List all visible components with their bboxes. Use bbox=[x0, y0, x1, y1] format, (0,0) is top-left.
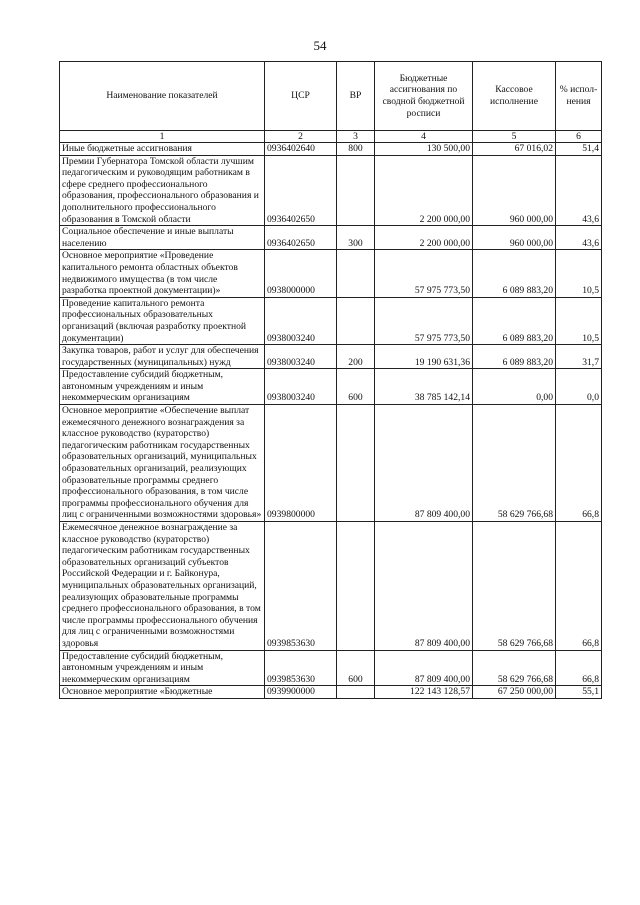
row-budget: 122 143 128,57 bbox=[375, 686, 473, 699]
table-row bbox=[60, 686, 602, 699]
row-pct: 66,8 bbox=[556, 405, 602, 522]
header-cash: Кассовое исполнение bbox=[473, 62, 556, 131]
row-cash: 6 089 883,20 bbox=[473, 250, 556, 297]
row-csr: 0939853630 bbox=[265, 522, 337, 651]
row-vr: 600 bbox=[337, 650, 375, 686]
table-row bbox=[60, 650, 602, 686]
row-vr bbox=[337, 250, 375, 297]
row-cash: 67 016,02 bbox=[473, 143, 556, 156]
row-budget: 2 200 000,00 bbox=[375, 226, 473, 250]
header-name: Наименование показателей bbox=[60, 62, 265, 131]
header-row bbox=[60, 62, 602, 131]
row-cash: 67 250 000,00 bbox=[473, 686, 556, 699]
row-vr: 800 bbox=[337, 143, 375, 156]
budget-execution-table bbox=[59, 61, 602, 699]
row-pct: 66,8 bbox=[556, 522, 602, 651]
row-pct: 31,7 bbox=[556, 345, 602, 369]
column-number: 1 bbox=[60, 131, 265, 143]
row-cash: 58 629 766,68 bbox=[473, 405, 556, 522]
table-row bbox=[60, 226, 602, 250]
row-budget: 87 809 400,00 bbox=[375, 650, 473, 686]
row-vr: 200 bbox=[337, 345, 375, 369]
row-name: Ежемесячное денежное вознаграждение за классное руководство (кураторство) педагогическим работникам государственных образовательных организаций субъектов Российской Федерации и г. Байконура, муниципальных образовательных организаций, реализующих образовательные программы среднего профессионального образования, в том числе программы профессионального обучения для лиц с ограниченными возможностями здоровья bbox=[60, 522, 265, 651]
row-cash: 6 089 883,20 bbox=[473, 297, 556, 344]
row-pct: 0,0 bbox=[556, 369, 602, 405]
row-name: Социальное обеспечение и иные выплаты населению bbox=[60, 226, 265, 250]
row-csr: 0938000000 bbox=[265, 250, 337, 297]
header-csr: ЦСР bbox=[265, 62, 337, 131]
table-row bbox=[60, 155, 602, 226]
row-csr: 0936402640 bbox=[265, 143, 337, 156]
row-name: Проведение капитального ремонта профессиональных образовательных организаций (включая разработку проектной документации) bbox=[60, 297, 265, 344]
row-csr: 0939900000 bbox=[265, 686, 337, 699]
table-row bbox=[60, 405, 602, 522]
row-vr bbox=[337, 297, 375, 344]
row-vr bbox=[337, 686, 375, 699]
row-pct: 55,1 bbox=[556, 686, 602, 699]
column-number: 6 bbox=[556, 131, 602, 143]
row-csr: 0938003240 bbox=[265, 297, 337, 344]
table-row bbox=[60, 143, 602, 156]
header-vr: ВР bbox=[337, 62, 375, 131]
row-name: Основное мероприятие «Бюджетные bbox=[60, 686, 265, 699]
row-budget: 87 809 400,00 bbox=[375, 405, 473, 522]
column-number-row bbox=[60, 131, 602, 143]
header-pct: % испол-нения bbox=[556, 62, 602, 131]
row-csr: 0939800000 bbox=[265, 405, 337, 522]
row-pct: 51,4 bbox=[556, 143, 602, 156]
table-row bbox=[60, 345, 602, 369]
column-number: 5 bbox=[473, 131, 556, 143]
row-vr: 300 bbox=[337, 226, 375, 250]
row-cash: 960 000,00 bbox=[473, 155, 556, 226]
page-number: 54 bbox=[313, 38, 327, 53]
row-budget: 130 500,00 bbox=[375, 143, 473, 156]
row-name: Премии Губернатора Томской области лучшим педагогическим и руководящим работникам в сфере среднего профессионального образования, профессионального образования и дополнительного профессионального образования в Томской области bbox=[60, 155, 265, 226]
row-name: Закупка товаров, работ и услуг для обеспечения государственных (муниципальных) нужд bbox=[60, 345, 265, 369]
table-row bbox=[60, 369, 602, 405]
header-budget: Бюджетные ассигнования по сводной бюджетной росписи bbox=[375, 62, 473, 131]
row-name: Предоставление субсидий бюджетным, автономным учреждениям и иным некоммерческим организациям bbox=[60, 369, 265, 405]
row-cash: 6 089 883,20 bbox=[473, 345, 556, 369]
row-budget: 19 190 631,36 bbox=[375, 345, 473, 369]
row-vr bbox=[337, 522, 375, 651]
row-cash: 0,00 bbox=[473, 369, 556, 405]
row-pct: 10,5 bbox=[556, 250, 602, 297]
row-vr bbox=[337, 405, 375, 522]
row-name: Предоставление субсидий бюджетным, автономным учреждениям и иным некоммерческим организациям bbox=[60, 650, 265, 686]
row-budget: 57 975 773,50 bbox=[375, 250, 473, 297]
row-budget: 57 975 773,50 bbox=[375, 297, 473, 344]
row-pct: 43,6 bbox=[556, 155, 602, 226]
row-budget: 2 200 000,00 bbox=[375, 155, 473, 226]
row-cash: 960 000,00 bbox=[473, 226, 556, 250]
row-name: Основное мероприятие «Обеспечение выплат ежемесячного денежного вознаграждения за классное руководство (кураторство) педагогическим работникам государственных образовательных организаций, муниципальных образовательных организаций, реализующих образовательные программы среднего профессионального образования, в том числе программы профессионального обучения для лиц с ограниченными возможностями здоровья» bbox=[60, 405, 265, 522]
row-pct: 43,6 bbox=[556, 226, 602, 250]
row-vr: 600 bbox=[337, 369, 375, 405]
column-number: 3 bbox=[337, 131, 375, 143]
row-name: Основное мероприятие «Проведение капитального ремонта областных объектов недвижимого имущества (в том числе разработка проектной документации)» bbox=[60, 250, 265, 297]
row-budget: 87 809 400,00 bbox=[375, 522, 473, 651]
table-row bbox=[60, 250, 602, 297]
row-csr: 0939853630 bbox=[265, 650, 337, 686]
row-csr: 0936402650 bbox=[265, 226, 337, 250]
row-csr: 0938003240 bbox=[265, 345, 337, 369]
table-row bbox=[60, 522, 602, 651]
column-number: 4 bbox=[375, 131, 473, 143]
row-budget: 38 785 142,14 bbox=[375, 369, 473, 405]
row-csr: 0936402650 bbox=[265, 155, 337, 226]
table-row bbox=[60, 297, 602, 344]
row-vr bbox=[337, 155, 375, 226]
row-csr: 0938003240 bbox=[265, 369, 337, 405]
row-pct: 66,8 bbox=[556, 650, 602, 686]
row-cash: 58 629 766,68 bbox=[473, 650, 556, 686]
row-pct: 10,5 bbox=[556, 297, 602, 344]
column-number: 2 bbox=[265, 131, 337, 143]
row-name: Иные бюджетные ассигнования bbox=[60, 143, 265, 156]
row-cash: 58 629 766,68 bbox=[473, 522, 556, 651]
